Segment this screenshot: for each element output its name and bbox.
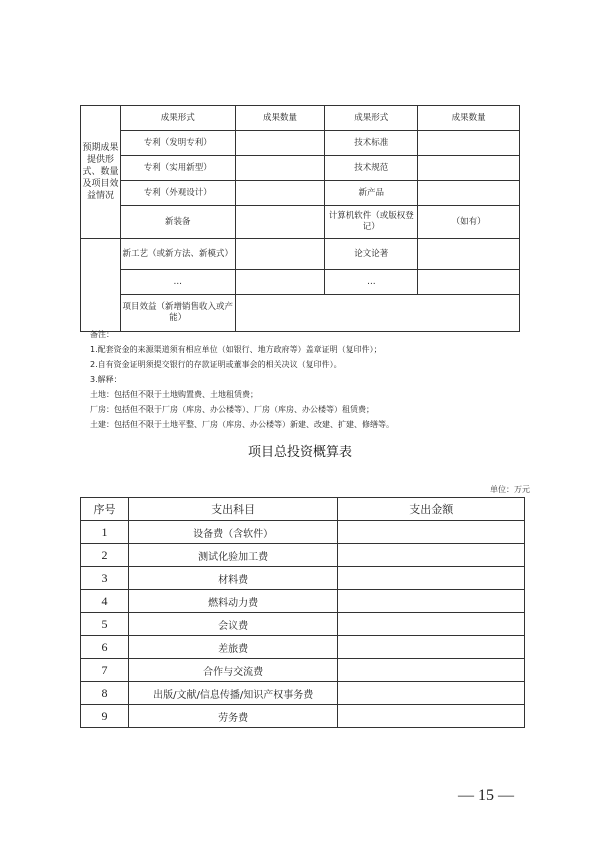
outcome-form-cell: 专利（外观设计） <box>120 181 235 206</box>
row-number: 2 <box>81 544 129 567</box>
outcome-form-cell: 新装备 <box>120 206 235 239</box>
amount-cell <box>338 682 525 705</box>
outcome-qty-cell <box>235 181 325 206</box>
expense-item: 材料费 <box>128 567 338 590</box>
note-item: 3.解释： <box>90 375 122 384</box>
outcome-form-cell: 专利（实用新型） <box>120 156 235 181</box>
outcome-form-cell: 专利（发明专利） <box>120 131 235 156</box>
outcome-form-cell: 新工艺（或新方法、新模式） <box>120 239 235 270</box>
outcome-qty-cell <box>418 181 520 206</box>
outcome-form-cell: 技术规范 <box>325 156 418 181</box>
outcome-form-cell: 论文论著 <box>325 239 418 270</box>
row-number: 4 <box>81 590 129 613</box>
amount-cell <box>338 659 525 682</box>
outcome-qty-cell <box>235 131 325 156</box>
expense-item: 出版/文献/信息传播/知识产权事务费 <box>128 682 338 705</box>
outcome-form-cell: 新产品 <box>325 181 418 206</box>
expense-item: 燃料动力费 <box>128 590 338 613</box>
expense-item: 劳务费 <box>128 705 338 728</box>
outcome-table <box>80 105 520 332</box>
note-item: 土地：包括但不限于土地购置费、土地租赁费； <box>90 390 258 399</box>
unit-label: 单位：万元 <box>490 485 530 494</box>
note-item: 1.配套资金的来源渠道须有相应单位（如银行、地方政府等）盖章证明（复印件）； <box>90 345 382 354</box>
table-row <box>81 705 525 728</box>
row-number: 1 <box>81 521 129 544</box>
amount-cell <box>338 521 525 544</box>
budget-table <box>80 497 525 728</box>
table-row <box>81 613 525 636</box>
table-row <box>81 106 520 131</box>
outcome-qty-cell <box>235 156 325 181</box>
header-cell: 序号 <box>81 498 129 521</box>
amount-cell <box>338 590 525 613</box>
table-row <box>81 682 525 705</box>
row-number: 8 <box>81 682 129 705</box>
header-cell: 成果形式 <box>325 106 418 131</box>
benefit-value-cell <box>235 295 519 332</box>
expense-item: 差旅费 <box>128 636 338 659</box>
outcome-qty-cell <box>235 239 325 270</box>
notes-title: 备注： <box>90 330 114 339</box>
amount-cell <box>338 613 525 636</box>
row-number: 6 <box>81 636 129 659</box>
page-number: — 15 — <box>458 787 514 804</box>
amount-cell <box>338 567 525 590</box>
amount-cell <box>338 544 525 567</box>
outcome-qty-cell <box>235 270 325 295</box>
outcome-qty-cell <box>418 156 520 181</box>
amount-cell <box>338 705 525 728</box>
note-item: 土建：包括但不限于土地平整、厂房（库房、办公楼等）新建、改建、扩建、修缮等。 <box>90 420 394 429</box>
outcome-form-cell: … <box>120 270 235 295</box>
header-cell: 支出金额 <box>338 498 525 521</box>
table-row <box>81 156 520 181</box>
outcome-form-cell: 项目效益（新增销售收入或产能） <box>120 295 235 332</box>
expense-item: 设备费（含软件） <box>128 521 338 544</box>
header-cell: 成果形式 <box>120 106 235 131</box>
table-row <box>81 590 525 613</box>
side-label-empty <box>81 239 121 332</box>
note-item: 厂房：包括但不限于厂房（库房、办公楼等）、厂房（库房、办公楼等）租赁费； <box>90 405 374 414</box>
header-cell: 成果数量 <box>418 106 520 131</box>
expense-item: 会议费 <box>128 613 338 636</box>
budget-title: 项目总投资概算表 <box>247 445 352 460</box>
outcome-form-cell: 技术标准 <box>325 131 418 156</box>
table-row <box>81 544 525 567</box>
outcome-qty-cell <box>418 270 520 295</box>
row-number: 7 <box>81 659 129 682</box>
outcome-qty-cell <box>418 239 520 270</box>
table-row <box>81 181 520 206</box>
table-row <box>81 659 525 682</box>
outcome-qty-cell <box>235 206 325 239</box>
header-cell: 支出科目 <box>128 498 338 521</box>
outcome-qty-cell <box>418 131 520 156</box>
row-number: 3 <box>81 567 129 590</box>
row-number: 5 <box>81 613 129 636</box>
table-row <box>81 270 520 295</box>
header-cell: 成果数量 <box>235 106 325 131</box>
outcome-form-cell: 计算机软件（或版权登记） <box>325 206 418 239</box>
expense-item: 测试化验加工费 <box>128 544 338 567</box>
amount-cell <box>338 636 525 659</box>
outcome-qty-cell: （如有） <box>418 206 520 239</box>
table-row <box>81 239 520 270</box>
table-row <box>81 636 525 659</box>
table-row <box>81 521 525 544</box>
note-item: 2.自有资金证明须提交银行的存款证明或董事会的相关决议（复印件）。 <box>90 360 342 369</box>
table-row <box>81 498 525 521</box>
side-label: 预期成果提供形式、数量及项目效益情况 <box>81 106 121 239</box>
row-number: 9 <box>81 705 129 728</box>
outcome-form-cell: … <box>325 270 418 295</box>
expense-item: 合作与交流费 <box>128 659 338 682</box>
notes <box>90 327 550 432</box>
table-row <box>81 567 525 590</box>
table-row <box>81 131 520 156</box>
table-row <box>81 206 520 239</box>
table-row <box>81 295 520 332</box>
